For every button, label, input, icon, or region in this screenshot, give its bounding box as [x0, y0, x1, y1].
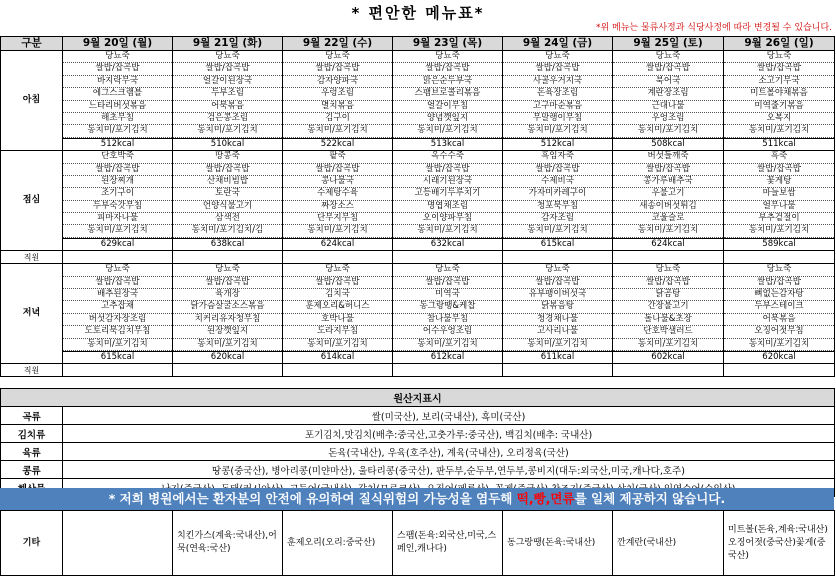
- menu-item: 쌀밥/잡곡밥: [173, 63, 282, 75]
- menu-item: 계란장조림: [613, 88, 723, 100]
- meal-label: 점심: [1, 151, 63, 251]
- menu-item: 호박나물: [283, 314, 392, 326]
- menu-item: 배추된장국: [63, 289, 172, 301]
- menu-item: 두부조림: [173, 88, 282, 100]
- menu-item: 도라지무침: [283, 326, 392, 338]
- menu-item: 쌀밥/잡곡밥: [724, 164, 834, 176]
- day-header: 9월 25일 (토): [613, 37, 724, 51]
- menu-item: 동치미/포기김치: [283, 339, 392, 351]
- kcal-value: 522kcal: [283, 138, 393, 150]
- staff-cell: [393, 364, 503, 377]
- staff-cell: [63, 364, 173, 377]
- menu-item: 당뇨죽: [503, 51, 612, 63]
- menu-item: 돌나물&초장: [613, 314, 723, 326]
- etc-label: 기타: [1, 511, 63, 576]
- menu-item: 동치미/포기김치: [63, 125, 172, 137]
- menu-item: 새송이버섯튀김: [613, 201, 723, 213]
- menu-item: 단무지무침: [283, 213, 392, 225]
- menu-item: 코울슬로: [613, 213, 723, 225]
- meal-cell: [63, 51, 173, 139]
- menu-item: 쌀밥/잡곡밥: [503, 164, 612, 176]
- staff-label: 직원: [1, 364, 63, 377]
- menu-item: 동치미/포기김치: [393, 339, 502, 351]
- menu-item: 동치미/포기김치: [283, 225, 392, 237]
- menu-item: 쌀밥/잡곡밥: [283, 277, 392, 289]
- menu-item: 돈육장조림: [503, 88, 612, 100]
- menu-item: 당뇨죽: [724, 264, 834, 276]
- menu-item: 고추잡채: [63, 301, 172, 313]
- origin-label: 콩류: [1, 461, 63, 479]
- menu-item: 미역국: [393, 289, 502, 301]
- menu-item: 미역줄기볶음: [724, 101, 834, 113]
- meal-cell: [283, 264, 393, 352]
- menu-item: 단호박죽: [63, 151, 172, 163]
- staff-cell: [613, 364, 724, 377]
- menu-item: 동치미/포기김치: [393, 225, 502, 237]
- menu-item: 멸치볶음: [283, 101, 392, 113]
- kcal-value: 508kcal: [613, 138, 724, 150]
- menu-item: 참나물무침: [393, 314, 502, 326]
- menu-item: 스팸브로콜리볶음: [393, 88, 502, 100]
- menu-item: 동치미/포기김치: [613, 125, 723, 137]
- meal-cell: [283, 151, 393, 239]
- change-notice: *위 메뉴는 물류사정과 식당사정에 따라 변경될 수 있습니다.: [595, 23, 832, 33]
- origin-text: 땅콩(중국산), 병아리콩(미얀마산), 울타리콩(중국산), 판두부,순두부,연두부,콩비지(대두:외국산,미국,캐나다,호주): [63, 461, 835, 479]
- kcal-row: [1, 138, 835, 150]
- meal-cell: [393, 51, 503, 139]
- origin-text: 포기김치,맛김치(배추:중국산,고춧가루:중국산), 백김치(배추: 국내산): [63, 425, 835, 443]
- menu-item: 동치미/포기김치/김: [173, 225, 282, 237]
- meal-cell: [393, 264, 503, 352]
- menu-item: 쌀밥/잡곡밥: [393, 164, 502, 176]
- menu-item: 동치미/포기김치: [503, 125, 612, 137]
- staff-cell: [173, 251, 283, 264]
- menu-item: 된장찌개: [63, 176, 172, 188]
- meal-cell: [724, 151, 835, 239]
- menu-item: 치커리유자청무침: [173, 314, 282, 326]
- menu-item: 쌀밥/잡곡밥: [283, 164, 392, 176]
- menu-item: 얼무나물: [724, 201, 834, 213]
- menu-item: 쌀밥/잡곡밥: [173, 277, 282, 289]
- menu-item: 흑임자죽: [503, 151, 612, 163]
- staff-cell: [503, 364, 613, 377]
- meal-row: [1, 264, 835, 352]
- menu-item: 쌀밥/잡곡밥: [503, 63, 612, 75]
- menu-item: 어묵볶음: [173, 101, 282, 113]
- menu-item: 유부팽이버섯국: [503, 289, 612, 301]
- menu-item: 쌀밥/잡곡밥: [63, 277, 172, 289]
- day-header: 9월 20일 (월): [63, 37, 173, 51]
- menu-item: 토란국: [173, 188, 282, 200]
- menu-item: 조기구이: [63, 188, 172, 200]
- meal-cell: [63, 151, 173, 239]
- staff-label: 직원: [1, 251, 63, 264]
- menu-item: 우렁조림: [283, 88, 392, 100]
- menu-item: 당뇨죽: [173, 264, 282, 276]
- etc-cell: 미트볼(돈육,계육:국내산)오징어젓(중국산)꽃게(중국산): [724, 511, 835, 576]
- menu-item: 쌀밥/잡곡밥: [173, 164, 282, 176]
- kcal-value: 632kcal: [393, 238, 503, 250]
- warning-highlight: 떡,빵,면류: [516, 491, 575, 506]
- staff-cell: [724, 251, 835, 264]
- menu-item: 청포묵무침: [503, 201, 612, 213]
- menu-item: 당뇨죽: [173, 51, 282, 63]
- menu-item: 훈제오리&허니스: [283, 301, 392, 313]
- menu-item: 콩나물국: [283, 176, 392, 188]
- day-header: 9월 24일 (금): [503, 37, 613, 51]
- menu-item: 동치미/포기김치: [503, 339, 612, 351]
- meal-cell: [173, 51, 283, 139]
- menu-item: 언양식불고기: [173, 201, 282, 213]
- day-header: 9월 26일 (일): [724, 37, 835, 51]
- origin-table: [0, 388, 835, 497]
- menu-item: 동치미/포기김치: [724, 125, 834, 137]
- menu-item: 얼갈이된장국: [173, 76, 282, 88]
- meal-cell: [173, 151, 283, 239]
- menu-item: 근대나물: [613, 101, 723, 113]
- kcal-value: 513kcal: [393, 138, 503, 150]
- menu-item: 꽃게탕: [724, 176, 834, 188]
- day-header: 9월 21일 (화): [173, 37, 283, 51]
- warning-text-after: 를 일체 제공하지 않습니다.: [574, 491, 726, 506]
- menu-item: 감자조림: [503, 213, 612, 225]
- staff-cell: [173, 364, 283, 377]
- menu-item: 해초무침: [63, 113, 172, 125]
- origin-row: [1, 407, 835, 425]
- menu-item: 버섯들깨죽: [613, 151, 723, 163]
- menu-item: 무말랭이무침: [503, 113, 612, 125]
- day-header: 9월 22일 (수): [283, 37, 393, 51]
- safety-warning: [0, 488, 834, 510]
- menu-item: 쌀밥/잡곡밥: [503, 277, 612, 289]
- menu-item: 쌀밥/잡곡밥: [724, 277, 834, 289]
- meal-cell: [503, 51, 613, 139]
- menu-item: 소고기무국: [724, 76, 834, 88]
- menu-item: 닭볶음탕: [503, 301, 612, 313]
- menu-item: 동치미/포기김치: [283, 125, 392, 137]
- menu-item: 닭가슴살굴소스볶음: [173, 301, 282, 313]
- origin-label: 김치류: [1, 425, 63, 443]
- meal-cell: [613, 51, 724, 139]
- staff-cell: [503, 251, 613, 264]
- menu-item: 당뇨죽: [283, 264, 392, 276]
- menu-item: 쌀밥/잡곡밥: [613, 277, 723, 289]
- meal-cell: [393, 151, 503, 239]
- kcal-value: 638kcal: [173, 238, 283, 250]
- menu-item: 오복지: [724, 113, 834, 125]
- menu-item: 마늘보쌈: [724, 188, 834, 200]
- menu-item: 검은콩조림: [173, 113, 282, 125]
- menu-item: 당뇨죽: [613, 264, 723, 276]
- menu-item: 쌀밥/잡곡밥: [283, 63, 392, 75]
- menu-item: 산채비빔밥: [173, 176, 282, 188]
- staff-cell: [724, 364, 835, 377]
- page-title: * 편안한 메뉴표*: [351, 4, 485, 22]
- menu-item: 당뇨죽: [63, 264, 172, 276]
- menu-item: 동치미/포기김치: [393, 125, 502, 137]
- menu-item: 당뇨죽: [283, 51, 392, 63]
- staff-cell: [283, 251, 393, 264]
- meal-cell: [503, 264, 613, 352]
- kcal-value: 611kcal: [503, 352, 613, 364]
- menu-item: 고구마순볶음: [503, 101, 612, 113]
- menu-item: 시래기된장국: [393, 176, 502, 188]
- kcal-value: 629kcal: [63, 238, 173, 250]
- kcal-value: 602kcal: [613, 352, 724, 364]
- menu-item: 두부스테이크: [724, 301, 834, 313]
- menu-item: 쌀밥/잡곡밥: [393, 63, 502, 75]
- menu-item: 두부숙갓무침: [63, 201, 172, 213]
- origin-row: [1, 461, 835, 479]
- menu-item: 도토리묵김치무침: [63, 326, 172, 338]
- menu-item: 수제탕수육: [283, 188, 392, 200]
- staff-row: [1, 364, 835, 377]
- menu-item: 감자양파국: [283, 76, 392, 88]
- staff-cell: [283, 364, 393, 377]
- menu-item: 사골우거지국: [503, 76, 612, 88]
- origin-row: [1, 425, 835, 443]
- staff-cell: [393, 251, 503, 264]
- menu-item: 바지락무국: [63, 76, 172, 88]
- menu-item: 오이양파무침: [393, 213, 502, 225]
- menu-item: 뼈없는감자탕: [724, 289, 834, 301]
- kcal-value: 620kcal: [173, 352, 283, 364]
- menu-item: 오징어젓무침: [724, 326, 834, 338]
- menu-item: 당뇨죽: [63, 51, 172, 63]
- kcal-value: 615kcal: [503, 238, 613, 250]
- kcal-value: 620kcal: [724, 352, 835, 364]
- menu-header-row: [1, 37, 835, 51]
- menu-item: 닭곰탕: [613, 289, 723, 301]
- etc-cell: 훈제오리(오리:중국산): [283, 511, 393, 576]
- menu-item: 피마자나물: [63, 213, 172, 225]
- origin-row: [1, 443, 835, 461]
- menu-item: 동치미/포기김치: [613, 339, 723, 351]
- menu-item: 된장깻잎지: [173, 326, 282, 338]
- etc-cell: 스팸(돈육:외국산,미국,스페인,캐나다): [393, 511, 503, 576]
- staff-row: [1, 251, 835, 264]
- menu-item: 양념깻잎지: [393, 113, 502, 125]
- menu-item: 동치미/포기김치: [503, 225, 612, 237]
- origin-text: 쌀(미국산), 보리(국내산), 흑미(국산): [63, 407, 835, 425]
- kcal-value: 614kcal: [283, 352, 393, 364]
- menu-item: 동치미/포기김치: [613, 225, 723, 237]
- menu-item: 당뇨죽: [393, 264, 502, 276]
- menu-item: 명엽채조림: [393, 201, 502, 213]
- meal-cell: [63, 264, 173, 352]
- menu-item: 간장불고기: [613, 301, 723, 313]
- menu-item: 맑은순두부국: [393, 76, 502, 88]
- etc-table: [0, 510, 835, 576]
- menu-item: 팥죽: [283, 151, 392, 163]
- menu-item: 동그랑땡&케찹: [393, 301, 502, 313]
- origin-label: 곡류: [1, 407, 63, 425]
- menu-item: 버섯감자장조림: [63, 314, 172, 326]
- menu-item: 북어국: [613, 76, 723, 88]
- menu-item: 삼색전: [173, 213, 282, 225]
- menu-item: 당뇨죽: [724, 51, 834, 63]
- menu-item: 쌀밥/잡곡밥: [63, 164, 172, 176]
- menu-item: 청경채나물: [503, 314, 612, 326]
- menu-item: 콩가루배추국: [613, 176, 723, 188]
- menu-item: 당뇨죽: [613, 51, 723, 63]
- menu-item: 짜장소스: [283, 201, 392, 213]
- kcal-value: 510kcal: [173, 138, 283, 150]
- kcal-row: [1, 352, 835, 364]
- menu-item: 당뇨죽: [503, 264, 612, 276]
- kcal-value: 624kcal: [613, 238, 724, 250]
- kcal-value: 511kcal: [724, 138, 835, 150]
- menu-item: 흑죽: [724, 151, 834, 163]
- menu-item: 고사리나물: [503, 326, 612, 338]
- menu-item: 육개장: [173, 289, 282, 301]
- menu-item: 김구이: [283, 113, 392, 125]
- menu-item: 김치국: [283, 289, 392, 301]
- menu-item: 느타리버섯볶음: [63, 101, 172, 113]
- menu-item: 땅콩죽: [173, 151, 282, 163]
- etc-cell: 깐계란(국내산): [613, 511, 724, 576]
- header-label: 구분: [1, 37, 63, 51]
- meal-cell: [724, 51, 835, 139]
- menu-item: 우불고기: [613, 188, 723, 200]
- kcal-value: 612kcal: [393, 352, 503, 364]
- kcal-value: 512kcal: [63, 138, 173, 150]
- meal-cell: [173, 264, 283, 352]
- kcal-value: 624kcal: [283, 238, 393, 250]
- menu-item: 미트볼야채볶음: [724, 88, 834, 100]
- menu-item: 가자미카레구이: [503, 188, 612, 200]
- menu-item: 옥수수죽: [393, 151, 502, 163]
- etc-cell: 동그랑땡(돈육:국내산): [503, 511, 613, 576]
- menu-item: 어묵볶음: [724, 314, 834, 326]
- menu-item: 동치미/포기김치: [63, 225, 172, 237]
- menu-item: 동치미/포기김치: [63, 339, 172, 351]
- menu-item: 수제비국: [503, 176, 612, 188]
- meal-cell: [613, 151, 724, 239]
- kcal-value: 512kcal: [503, 138, 613, 150]
- kcal-value: 589kcal: [724, 238, 835, 250]
- meal-cell: [613, 264, 724, 352]
- menu-item: 동치미/포기김치: [724, 339, 834, 351]
- warning-text-before: * 저희 병원에서는 환자분의 안전에 유의하여 질식위험의 가능성을 염두해: [108, 491, 517, 506]
- origin-text: 돈육(국내산), 우육(호주산), 계육(국내산), 오리정육(국산): [63, 443, 835, 461]
- menu-item: 쌀밥/잡곡밥: [613, 164, 723, 176]
- origin-label: 육류: [1, 443, 63, 461]
- menu-item: 에그스크램블: [63, 88, 172, 100]
- menu-item: 동치미/포기김치: [724, 225, 834, 237]
- menu-item: 동치미/포기김치: [173, 339, 282, 351]
- staff-cell: [63, 251, 173, 264]
- meal-row: [1, 151, 835, 239]
- menu-item: 당뇨죽: [393, 51, 502, 63]
- menu-item: 얼갈이무침: [393, 101, 502, 113]
- menu-item: 쌀밥/잡곡밥: [63, 63, 172, 75]
- meal-label: 저녁: [1, 264, 63, 364]
- menu-item: 단호박샐러드: [613, 326, 723, 338]
- etc-cell: 치킨가스(계육:국내산),어묵(연육:국산): [173, 511, 283, 576]
- meal-row: [1, 51, 835, 139]
- menu-item: 쌀밥/잡곡밥: [393, 277, 502, 289]
- menu-table: [0, 36, 835, 377]
- kcal-value: 615kcal: [63, 352, 173, 364]
- menu-item: 동치미/포기김치: [173, 125, 282, 137]
- menu-item: 쌀밥/잡곡밥: [724, 63, 834, 75]
- menu-item: 쌀밥/잡곡밥: [613, 63, 723, 75]
- meal-label: 아침: [1, 51, 63, 151]
- etc-cell: [63, 511, 173, 576]
- kcal-row: [1, 238, 835, 250]
- origin-title: 원산지표시: [1, 389, 835, 407]
- meal-cell: [503, 151, 613, 239]
- menu-item: 고등배기두루치기: [393, 188, 502, 200]
- menu-item: 부추겉절이: [724, 213, 834, 225]
- meal-cell: [283, 51, 393, 139]
- meal-cell: [724, 264, 835, 352]
- day-header: 9월 23일 (목): [393, 37, 503, 51]
- staff-cell: [613, 251, 724, 264]
- menu-item: 어수우엉조림: [393, 326, 502, 338]
- menu-item: 우엉조림: [613, 113, 723, 125]
